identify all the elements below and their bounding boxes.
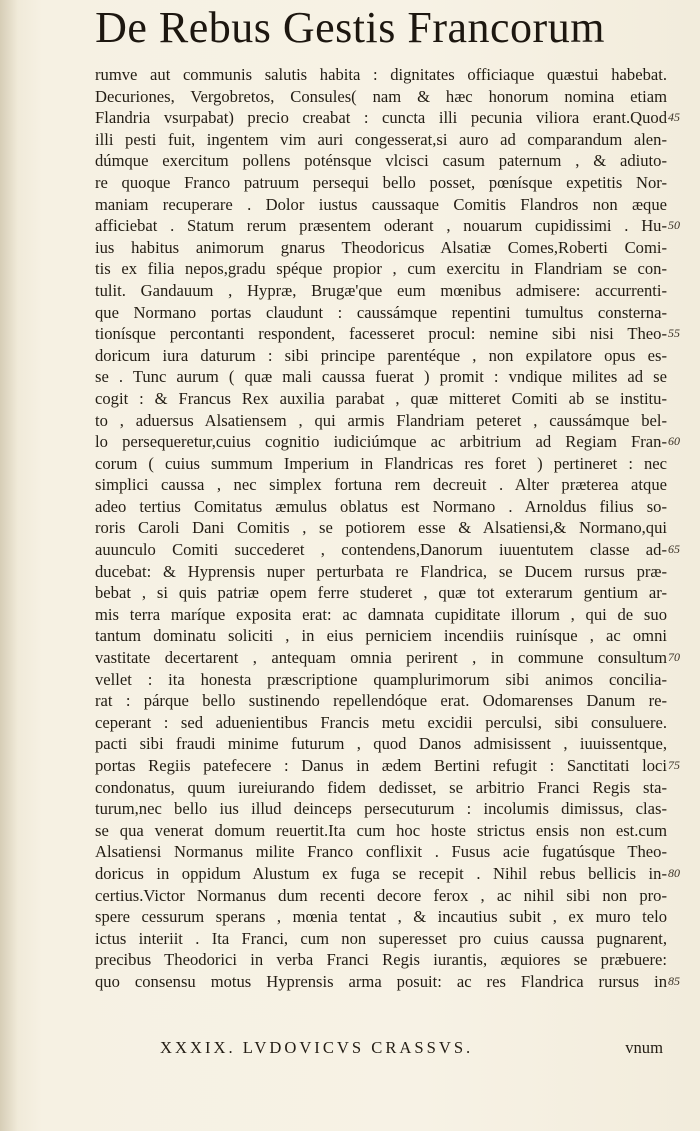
text-line: re quoque Franco patruum persequi bello posset, pœnísque expetitis Nor- [95, 172, 667, 192]
text-line: ceperant : sed aduenientibus Francis metu excidii perculsi, sibi consuluere. [95, 712, 667, 732]
text-line: que Normano portas claudunt : caussámque repentini tumultus consterna- [95, 302, 667, 322]
text-line: mis terra maríque exposita erat: ac damnata cupiditate illorum , qui de suo [95, 604, 667, 624]
text-line: maniam recuperare . Dolor iustus caussaque Comitis Flandros non æque [95, 194, 667, 214]
margin-line-number: 60 [668, 434, 680, 449]
text-line: cogit : & Francus Rex auxilia parabat , quæ mitteret Comiti ab se institu- [95, 388, 667, 408]
page-footer [95, 1038, 667, 1060]
text-line: afficiebat . Statum rerum præsentem oderant , nouarum cupidissimi . Hu- [95, 216, 667, 236]
text-line: auunculo Comiti succederet , contendens,Danorum iuuentutem classe ad- [95, 540, 667, 560]
text-line: bebat , si quis patriæ opem ferre studeret , quæ tot exterarum gentium ar- [95, 583, 667, 603]
text-line: precibus Theodorici in verba Franci Regis iurantis, æquiores se præbuere: [95, 950, 667, 970]
margin-line-number: 85 [668, 974, 680, 989]
text-line: ius habitus animorum gnarus Theodoricus Alsatiæ Comes,Roberti Comi- [95, 237, 667, 257]
text-line: spere cessurum sperans , mœnia tentat , & incautius subit , ex muro telo [95, 907, 667, 927]
text-line: rat : párque bello sustinendo repellendóque erat. Odomarenses Danum re- [95, 691, 667, 711]
margin-line-number: 70 [668, 650, 680, 665]
text-line: simplici caussa , nec simplex fortuna rem decreuit . Alter præterea atque [95, 475, 667, 495]
text-line: se . Tunc aurum ( quæ mali caussa fuerat ) promit : vndique milites ad se [95, 367, 667, 387]
page-fold-shadow [0, 0, 18, 1131]
text-line: doricum iura daturum : sibi principe parentéque , non expilatore opus es- [95, 345, 667, 365]
text-line: to , aduersus Alsatiensem , qui armis Flandriam peteret , caussámque bel- [95, 410, 667, 430]
margin-line-number: 75 [668, 758, 680, 773]
text-line: se qua venerat domum reuertit.Ita cum hoc hoste strictus ensis non est.cum [95, 820, 667, 840]
text-line: turum,nec bello ius illud deinceps persecuturum : incolumis dimissus, clas- [95, 799, 667, 819]
margin-line-number: 45 [668, 110, 680, 125]
text-line: doricus in oppidum Alustum ex fuga se recepit . Nihil rebus bellicis in- [95, 863, 667, 883]
text-line: tulit. Gandauum , Hypræ, Brugæ'que eum mœnibus admisere: accurrenti- [95, 280, 667, 300]
catchword: vnum [625, 1038, 663, 1057]
margin-line-number: 55 [668, 326, 680, 341]
margin-line-number: 50 [668, 218, 680, 233]
text-line: tantum dominatu soliciti , in eius perniciem incendiis ruinísque , ac omni [95, 626, 667, 646]
chapter-heading: XXXIX. LVDOVICVS CRASSVS. [160, 1038, 474, 1057]
body-text [95, 64, 667, 993]
running-title: De Rebus Gestis Francorum [95, 3, 605, 52]
text-line: pacti sibi fraudi minime futurum , quod Danos admisissent , iuuissentque, [95, 734, 667, 754]
text-line: Alsatiensi Normanus milite Franco conflixit . Fusus acie fugatúsque Theo- [95, 842, 667, 862]
text-line: ictus interiit . Ita Franci, cum non superesset pro cuius caussa pugnarent, [95, 928, 667, 948]
text-line: tionísque percontanti respondent, facesseret procul: nemine sibi nisi Theo- [95, 324, 667, 344]
text-line: lo persequeretur,cuius cognitio iudiciúmque ac arbitrium ad Regiam Fran- [95, 432, 667, 452]
text-line: rumve aut communis salutis habita : dignitates officiaque quæstui habebat. [95, 65, 667, 84]
text-line: adeo tertius Comitatus æmulus oblatus est Normano . Arnoldus filius so- [95, 496, 667, 516]
text-line: certius.Victor Normanus dum recenti decore ferox , ac nihil sibi non pro- [95, 885, 667, 905]
text-line: portas Regiis patefecere : Danus in ædem Bertini refugit : Sanctitati loci [95, 756, 667, 775]
text-line: illi pesti fuit, ingentem vim auri congesserat,si auro ad comparandum alen- [95, 129, 667, 149]
text-line: dúmque exercitum pollens poténsque vlcisci casum paternum , & adiuto- [95, 151, 667, 171]
text-line: Flandria vsurpabat) precio creabat : cuncta illi pecunia viliora erant.Quod [95, 108, 667, 128]
text-line: roris Caroli Dani Comitis , se potiorem esse & Alsatiensi,& Normano,qui [95, 518, 667, 538]
text-line: condonatus, quum iureiurando fidem dedisset, se arbitrio Franci Regis sta- [95, 777, 667, 797]
text-line: tis ex filia nepos,gradu spéque propior , cum exercitu in Flandriam se con- [95, 259, 667, 279]
text-line: vastitate decertarent , antequam omnia perirent , in commune consultum [95, 648, 667, 668]
margin-line-number: 65 [668, 542, 680, 557]
text-line: Decuriones, Vergobretos, Consules( nam & hæc honorum nomina etiam [95, 86, 667, 106]
margin-line-number: 80 [668, 866, 680, 881]
text-line: quo consensu motus Hyprensis arma posuit: ac res Flandrica rursus in [95, 971, 667, 991]
text-line: vellet : ita honesta præscriptione quamplurimorum sibi animos concilia- [95, 669, 667, 689]
text-line: ducebat: & Hyprensis nuper perturbata re Flandrica, se Ducem rursus præ- [95, 561, 667, 581]
text-line: corum ( cuius summum Imperium in Flandricas res foret ) pertineret : nec [95, 453, 667, 473]
